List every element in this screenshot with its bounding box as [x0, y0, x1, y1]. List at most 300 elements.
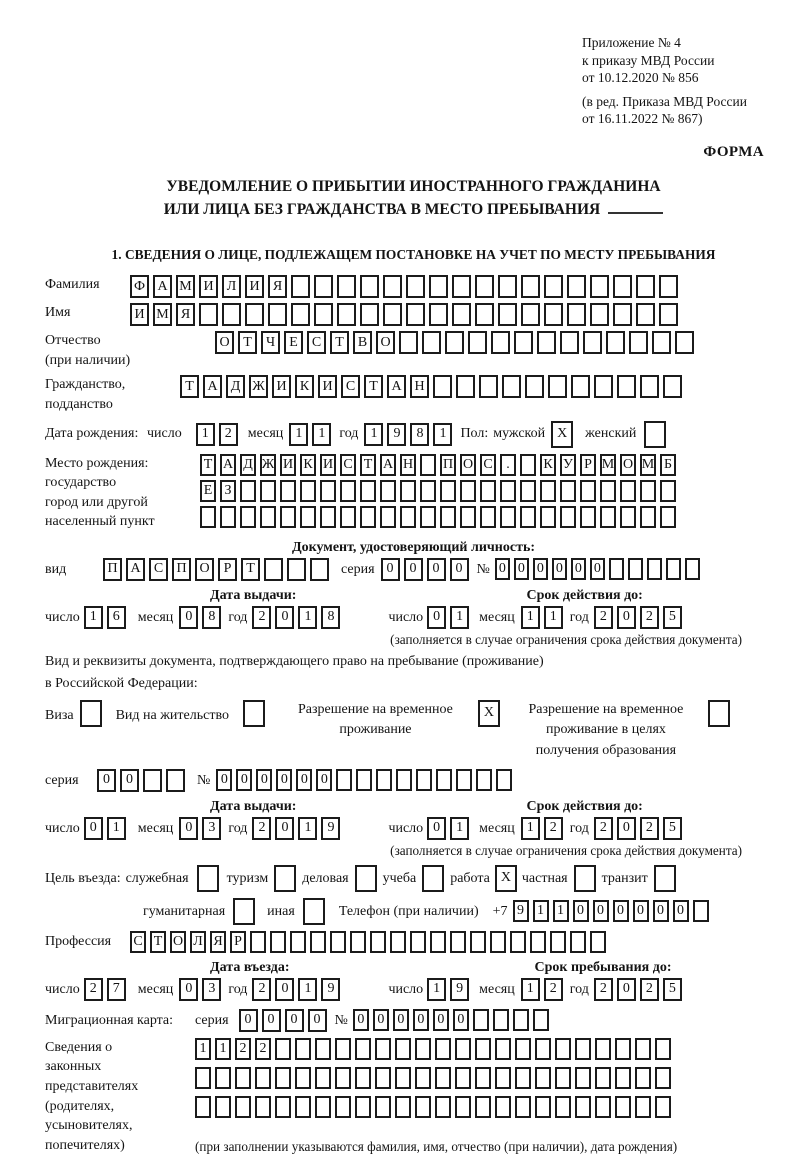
char-box[interactable] — [383, 303, 402, 326]
char-box[interactable]: О — [620, 454, 636, 476]
char-box[interactable] — [422, 865, 444, 892]
char-box[interactable] — [544, 303, 563, 326]
char-box[interactable] — [595, 1096, 611, 1118]
char-box[interactable] — [410, 931, 426, 953]
char-box[interactable] — [540, 480, 556, 502]
char-box[interactable]: 8 — [410, 423, 429, 446]
checkbox-other[interactable] — [303, 898, 325, 925]
char-box[interactable]: 0 — [275, 978, 294, 1001]
char-box[interactable] — [495, 1038, 511, 1060]
id-doc-type-boxes[interactable] — [103, 558, 329, 581]
char-box[interactable]: Т — [238, 331, 257, 354]
char-box[interactable] — [440, 506, 456, 528]
char-box[interactable]: 8 — [202, 606, 221, 629]
char-box[interactable]: 0 — [433, 1009, 449, 1031]
char-box[interactable] — [195, 1096, 211, 1118]
char-box[interactable] — [452, 303, 471, 326]
char-box[interactable] — [80, 700, 102, 727]
char-box[interactable] — [583, 331, 602, 354]
char-box[interactable] — [675, 331, 694, 354]
id-issue-month-boxes[interactable] — [179, 606, 221, 629]
char-box[interactable]: 2 — [252, 978, 271, 1001]
char-box[interactable] — [330, 931, 346, 953]
char-box[interactable] — [400, 506, 416, 528]
char-box[interactable] — [415, 1067, 431, 1089]
char-box[interactable] — [644, 421, 666, 448]
char-box[interactable]: 7 — [107, 978, 126, 1001]
char-box[interactable] — [498, 275, 517, 298]
char-box[interactable] — [280, 480, 296, 502]
char-box[interactable]: С — [149, 558, 168, 581]
char-box[interactable] — [535, 1096, 551, 1118]
char-box[interactable]: 1 — [298, 817, 317, 840]
stay-year-boxes[interactable] — [594, 978, 682, 1001]
char-box[interactable]: 0 — [617, 606, 636, 629]
char-box[interactable]: 2 — [84, 978, 103, 1001]
char-box[interactable] — [360, 303, 379, 326]
char-box[interactable]: 1 — [427, 978, 446, 1001]
char-box[interactable] — [235, 1067, 251, 1089]
char-box[interactable] — [240, 506, 256, 528]
char-box[interactable]: А — [387, 375, 406, 398]
char-box[interactable] — [275, 1067, 291, 1089]
char-box[interactable] — [340, 506, 356, 528]
char-box[interactable] — [693, 900, 709, 922]
char-box[interactable] — [335, 1038, 351, 1060]
char-box[interactable]: И — [320, 454, 336, 476]
char-box[interactable] — [370, 931, 386, 953]
char-box[interactable] — [420, 506, 436, 528]
char-box[interactable]: 2 — [544, 817, 563, 840]
char-box[interactable]: 1 — [107, 817, 126, 840]
char-box[interactable] — [468, 331, 487, 354]
char-box[interactable] — [436, 769, 452, 791]
char-box[interactable] — [514, 331, 533, 354]
char-box[interactable] — [320, 506, 336, 528]
char-box[interactable]: 0 — [514, 558, 529, 580]
char-box[interactable] — [222, 303, 241, 326]
char-box[interactable] — [659, 275, 678, 298]
char-box[interactable] — [300, 506, 316, 528]
permit-series-boxes[interactable] — [97, 769, 185, 792]
char-box[interactable]: Т — [241, 558, 260, 581]
char-box[interactable]: 0 — [573, 900, 589, 922]
char-box[interactable] — [640, 506, 656, 528]
char-box[interactable]: Т — [150, 931, 166, 953]
char-box[interactable] — [335, 1067, 351, 1089]
char-box[interactable] — [515, 1067, 531, 1089]
char-box[interactable]: 1 — [298, 978, 317, 1001]
char-box[interactable] — [264, 558, 283, 581]
legal-reps-boxes-row1[interactable] — [195, 1038, 677, 1060]
char-box[interactable]: С — [340, 454, 356, 476]
char-box[interactable] — [260, 506, 276, 528]
char-box[interactable]: 0 — [308, 1009, 327, 1032]
char-box[interactable]: И — [199, 275, 218, 298]
char-box[interactable]: Т — [330, 331, 349, 354]
char-box[interactable] — [376, 769, 392, 791]
permit-issue-month-boxes[interactable] — [179, 817, 221, 840]
char-box[interactable]: В — [353, 331, 372, 354]
char-box[interactable]: 3 — [202, 978, 221, 1001]
char-box[interactable]: 1 — [215, 1038, 231, 1060]
char-box[interactable]: 0 — [275, 606, 294, 629]
char-box[interactable] — [406, 303, 425, 326]
char-box[interactable] — [375, 1067, 391, 1089]
birth-month-boxes[interactable] — [289, 423, 331, 446]
char-box[interactable]: 0 — [453, 1009, 469, 1031]
char-box[interactable] — [395, 1038, 411, 1060]
char-box[interactable]: О — [195, 558, 214, 581]
char-box[interactable]: О — [170, 931, 186, 953]
char-box[interactable]: 1 — [433, 423, 452, 446]
char-box[interactable] — [655, 1096, 671, 1118]
char-box[interactable] — [475, 1067, 491, 1089]
char-box[interactable] — [636, 275, 655, 298]
char-box[interactable]: 0 — [393, 1009, 409, 1031]
char-box[interactable]: 0 — [256, 769, 272, 791]
char-box[interactable]: 2 — [594, 978, 613, 1001]
char-box[interactable] — [515, 1096, 531, 1118]
permit-valid-month-boxes[interactable] — [521, 817, 563, 840]
birth-day-boxes[interactable] — [196, 423, 238, 446]
char-box[interactable]: 1 — [312, 423, 331, 446]
char-box[interactable] — [314, 275, 333, 298]
char-box[interactable] — [315, 1096, 331, 1118]
id-issue-year-boxes[interactable] — [252, 606, 340, 629]
legal-reps-boxes-row2[interactable] — [195, 1067, 677, 1089]
char-box[interactable]: 0 — [179, 978, 198, 1001]
char-box[interactable]: X — [478, 700, 500, 727]
char-box[interactable]: 2 — [640, 817, 659, 840]
char-box[interactable]: Ч — [261, 331, 280, 354]
char-box[interactable] — [355, 865, 377, 892]
char-box[interactable] — [567, 275, 586, 298]
char-box[interactable]: О — [376, 331, 395, 354]
char-box[interactable] — [530, 931, 546, 953]
char-box[interactable]: 0 — [673, 900, 689, 922]
char-box[interactable] — [540, 506, 556, 528]
char-box[interactable]: 0 — [552, 558, 567, 580]
checkbox-temp-residence[interactable] — [478, 700, 500, 727]
char-box[interactable]: Л — [190, 931, 206, 953]
char-box[interactable] — [255, 1096, 271, 1118]
char-box[interactable] — [606, 331, 625, 354]
char-box[interactable] — [663, 375, 682, 398]
char-box[interactable]: 0 — [450, 558, 469, 581]
char-box[interactable] — [243, 700, 265, 727]
char-box[interactable]: 2 — [594, 606, 613, 629]
checkbox-business[interactable] — [355, 865, 377, 892]
char-box[interactable]: 0 — [373, 1009, 389, 1031]
char-box[interactable] — [655, 1067, 671, 1089]
char-box[interactable] — [555, 1038, 571, 1060]
char-box[interactable] — [660, 506, 676, 528]
char-box[interactable] — [660, 480, 676, 502]
char-box[interactable]: Т — [200, 454, 216, 476]
id-valid-year-boxes[interactable] — [594, 606, 682, 629]
char-box[interactable] — [399, 331, 418, 354]
char-box[interactable] — [594, 375, 613, 398]
char-box[interactable]: 5 — [663, 606, 682, 629]
char-box[interactable] — [595, 1067, 611, 1089]
char-box[interactable]: Я — [210, 931, 226, 953]
char-box[interactable] — [356, 769, 372, 791]
char-box[interactable]: Т — [364, 375, 383, 398]
char-box[interactable]: Н — [410, 375, 429, 398]
char-box[interactable] — [567, 303, 586, 326]
patronymic-boxes[interactable] — [215, 331, 694, 354]
char-box[interactable]: 0 — [617, 978, 636, 1001]
char-box[interactable] — [535, 1038, 551, 1060]
char-box[interactable] — [708, 700, 730, 727]
char-box[interactable]: 2 — [219, 423, 238, 446]
char-box[interactable] — [235, 1096, 251, 1118]
char-box[interactable] — [295, 1096, 311, 1118]
char-box[interactable] — [475, 1096, 491, 1118]
char-box[interactable] — [300, 480, 316, 502]
char-box[interactable] — [470, 931, 486, 953]
char-box[interactable] — [555, 1096, 571, 1118]
char-box[interactable] — [295, 1038, 311, 1060]
id-valid-day-boxes[interactable] — [427, 606, 469, 629]
char-box[interactable]: 9 — [387, 423, 406, 446]
char-box[interactable] — [215, 1096, 231, 1118]
permit-valid-day-boxes[interactable] — [427, 817, 469, 840]
char-box[interactable]: К — [295, 375, 314, 398]
char-box[interactable] — [197, 865, 219, 892]
char-box[interactable] — [275, 1096, 291, 1118]
id-valid-month-boxes[interactable] — [521, 606, 563, 629]
char-box[interactable]: 0 — [590, 558, 605, 580]
char-box[interactable]: 1 — [196, 423, 215, 446]
char-box[interactable] — [375, 1096, 391, 1118]
entry-day-boxes[interactable] — [84, 978, 126, 1001]
char-box[interactable] — [233, 898, 255, 925]
char-box[interactable] — [615, 1096, 631, 1118]
char-box[interactable]: 0 — [285, 1009, 304, 1032]
char-box[interactable] — [613, 303, 632, 326]
char-box[interactable] — [615, 1038, 631, 1060]
char-box[interactable] — [659, 303, 678, 326]
checkbox-tourism[interactable] — [274, 865, 296, 892]
char-box[interactable]: И — [130, 303, 149, 326]
char-box[interactable]: Р — [230, 931, 246, 953]
char-box[interactable]: 1 — [195, 1038, 211, 1060]
char-box[interactable]: 0 — [97, 769, 116, 792]
char-box[interactable] — [590, 275, 609, 298]
birth-place-boxes-row2[interactable] — [200, 480, 676, 502]
char-box[interactable]: 5 — [663, 978, 682, 1001]
char-box[interactable]: 2 — [544, 978, 563, 1001]
char-box[interactable] — [513, 1009, 529, 1031]
char-box[interactable] — [335, 1096, 351, 1118]
char-box[interactable] — [575, 1067, 591, 1089]
char-box[interactable]: 1 — [521, 978, 540, 1001]
char-box[interactable]: 1 — [84, 606, 103, 629]
char-box[interactable] — [355, 1067, 371, 1089]
char-box[interactable] — [435, 1067, 451, 1089]
char-box[interactable] — [655, 1038, 671, 1060]
char-box[interactable] — [666, 558, 681, 580]
char-box[interactable]: 0 — [296, 769, 312, 791]
id-doc-series-boxes[interactable] — [381, 558, 469, 581]
char-box[interactable] — [613, 275, 632, 298]
char-box[interactable]: И — [245, 275, 264, 298]
checkbox-private[interactable] — [574, 865, 596, 892]
char-box[interactable] — [360, 275, 379, 298]
char-box[interactable]: 0 — [239, 1009, 258, 1032]
char-box[interactable] — [500, 480, 516, 502]
char-box[interactable] — [440, 480, 456, 502]
char-box[interactable] — [498, 303, 517, 326]
char-box[interactable]: А — [220, 454, 236, 476]
birth-place-boxes-row3[interactable] — [200, 506, 676, 528]
surname-boxes[interactable] — [130, 275, 678, 298]
char-box[interactable]: 0 — [353, 1009, 369, 1031]
checkbox-transit[interactable] — [654, 865, 676, 892]
char-box[interactable]: 0 — [613, 900, 629, 922]
legal-reps-boxes-row3[interactable] — [195, 1096, 677, 1118]
char-box[interactable]: 1 — [450, 606, 469, 629]
char-box[interactable]: 0 — [413, 1009, 429, 1031]
char-box[interactable] — [274, 865, 296, 892]
char-box[interactable] — [495, 1096, 511, 1118]
char-box[interactable] — [303, 898, 325, 925]
char-box[interactable] — [199, 303, 218, 326]
char-box[interactable]: 0 — [533, 558, 548, 580]
char-box[interactable]: 2 — [594, 817, 613, 840]
char-box[interactable]: Л — [222, 275, 241, 298]
char-box[interactable]: 0 — [427, 558, 446, 581]
char-box[interactable]: У — [560, 454, 576, 476]
citizenship-boxes[interactable] — [180, 375, 682, 398]
char-box[interactable]: З — [220, 480, 236, 502]
char-box[interactable]: К — [540, 454, 556, 476]
char-box[interactable]: С — [307, 331, 326, 354]
char-box[interactable] — [340, 480, 356, 502]
char-box[interactable] — [491, 331, 510, 354]
char-box[interactable]: И — [272, 375, 291, 398]
char-box[interactable]: 0 — [427, 606, 446, 629]
char-box[interactable] — [143, 769, 162, 792]
char-box[interactable] — [452, 275, 471, 298]
birth-place-boxes-row1[interactable] — [200, 454, 676, 476]
char-box[interactable] — [574, 865, 596, 892]
char-box[interactable] — [636, 303, 655, 326]
char-box[interactable] — [600, 480, 616, 502]
char-box[interactable] — [415, 1038, 431, 1060]
char-box[interactable] — [533, 1009, 549, 1031]
char-box[interactable] — [429, 275, 448, 298]
char-box[interactable] — [620, 480, 636, 502]
char-box[interactable] — [390, 931, 406, 953]
char-box[interactable] — [570, 931, 586, 953]
char-box[interactable]: 1 — [533, 900, 549, 922]
char-box[interactable]: 0 — [633, 900, 649, 922]
char-box[interactable] — [380, 480, 396, 502]
char-box[interactable] — [640, 480, 656, 502]
char-box[interactable] — [270, 931, 286, 953]
char-box[interactable] — [310, 931, 326, 953]
char-box[interactable]: 9 — [450, 978, 469, 1001]
char-box[interactable] — [260, 480, 276, 502]
char-box[interactable]: . — [500, 454, 516, 476]
stay-day-boxes[interactable] — [427, 978, 469, 1001]
char-box[interactable]: С — [130, 931, 146, 953]
char-box[interactable] — [520, 506, 536, 528]
checkbox-work[interactable] — [495, 865, 517, 892]
char-box[interactable]: 0 — [381, 558, 400, 581]
char-box[interactable] — [515, 1038, 531, 1060]
char-box[interactable] — [268, 303, 287, 326]
char-box[interactable] — [375, 1038, 391, 1060]
char-box[interactable]: М — [176, 275, 195, 298]
char-box[interactable] — [525, 375, 544, 398]
char-box[interactable]: П — [103, 558, 122, 581]
char-box[interactable] — [493, 1009, 509, 1031]
char-box[interactable]: М — [153, 303, 172, 326]
char-box[interactable]: Ж — [249, 375, 268, 398]
char-box[interactable]: 1 — [364, 423, 383, 446]
char-box[interactable]: 2 — [640, 606, 659, 629]
profession-boxes[interactable] — [130, 931, 606, 953]
char-box[interactable] — [560, 480, 576, 502]
char-box[interactable]: А — [153, 275, 172, 298]
checkbox-visa[interactable] — [80, 700, 102, 727]
char-box[interactable] — [496, 769, 512, 791]
char-box[interactable]: 1 — [521, 817, 540, 840]
char-box[interactable] — [415, 1096, 431, 1118]
char-box[interactable] — [422, 331, 441, 354]
char-box[interactable] — [350, 931, 366, 953]
char-box[interactable] — [590, 303, 609, 326]
char-box[interactable]: Е — [200, 480, 216, 502]
char-box[interactable]: Д — [240, 454, 256, 476]
char-box[interactable]: 0 — [653, 900, 669, 922]
char-box[interactable] — [580, 480, 596, 502]
char-box[interactable]: 5 — [663, 817, 682, 840]
char-box[interactable] — [615, 1067, 631, 1089]
char-box[interactable] — [456, 375, 475, 398]
char-box[interactable] — [521, 275, 540, 298]
char-box[interactable]: С — [341, 375, 360, 398]
char-box[interactable]: 6 — [107, 606, 126, 629]
checkbox-study[interactable] — [422, 865, 444, 892]
char-box[interactable] — [430, 931, 446, 953]
char-box[interactable] — [595, 1038, 611, 1060]
char-box[interactable] — [416, 769, 432, 791]
char-box[interactable] — [490, 931, 506, 953]
char-box[interactable]: Т — [360, 454, 376, 476]
char-box[interactable]: X — [495, 865, 517, 892]
char-box[interactable]: М — [600, 454, 616, 476]
char-box[interactable]: 0 — [179, 817, 198, 840]
char-box[interactable] — [640, 375, 659, 398]
char-box[interactable]: Ж — [260, 454, 276, 476]
char-box[interactable] — [395, 1096, 411, 1118]
char-box[interactable]: 0 — [84, 817, 103, 840]
char-box[interactable]: 0 — [120, 769, 139, 792]
id-issue-day-boxes[interactable] — [84, 606, 126, 629]
char-box[interactable]: 2 — [252, 606, 271, 629]
char-box[interactable] — [355, 1038, 371, 1060]
char-box[interactable] — [250, 931, 266, 953]
char-box[interactable] — [400, 480, 416, 502]
char-box[interactable]: 1 — [450, 817, 469, 840]
char-box[interactable] — [380, 506, 396, 528]
char-box[interactable]: С — [480, 454, 496, 476]
